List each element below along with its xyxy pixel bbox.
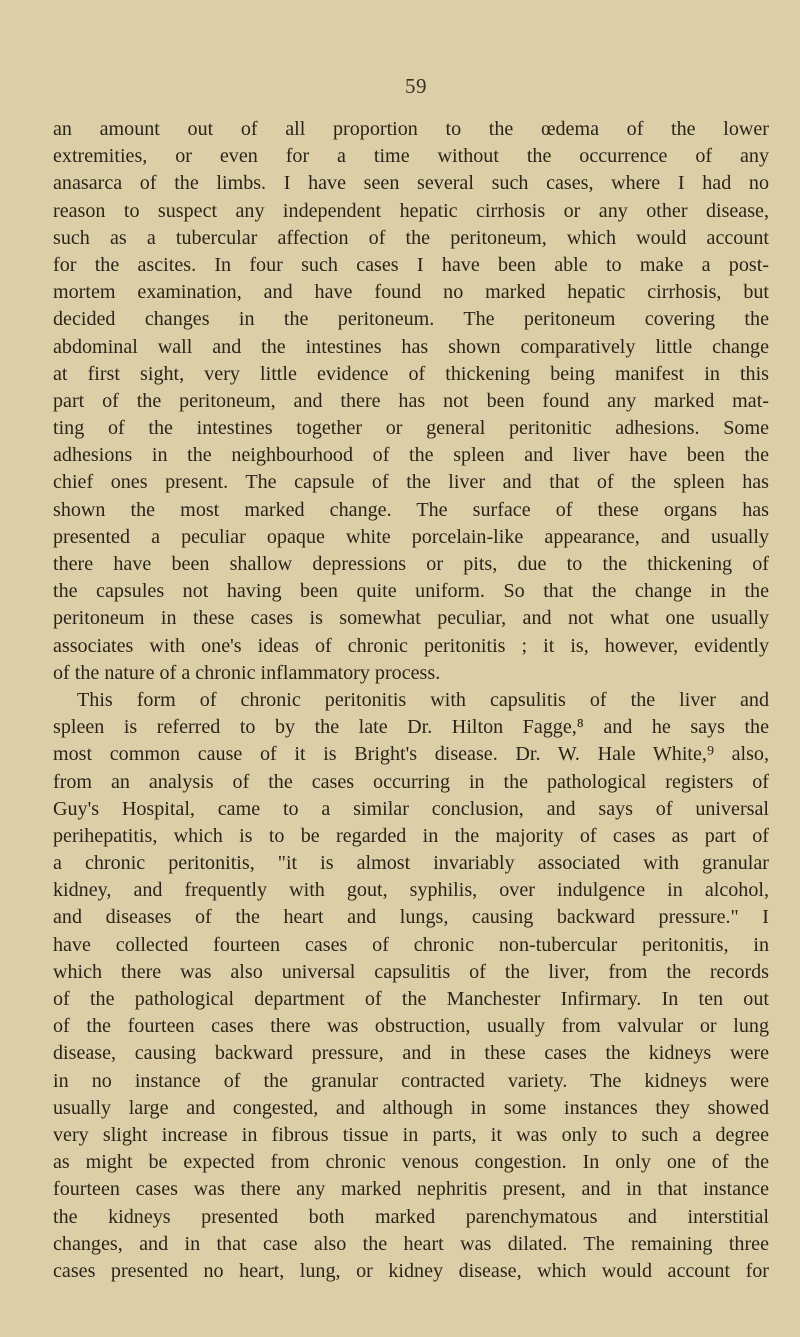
text-line: a chronic peritonitis, "it is almost invariably associated with granular xyxy=(53,852,769,875)
text-line: most common cause of it is Bright's disease. Dr. W. Hale White,⁹ also, xyxy=(53,743,769,766)
text-line: the capsules not having been quite uniform. So that the change in the xyxy=(53,580,769,603)
text-line: the kidneys presented both marked parenchymatous and interstitial xyxy=(53,1205,769,1228)
text-line: disease, causing backward pressure, and in these cases the kidneys were xyxy=(53,1042,769,1065)
text-line: reason to suspect any independent hepatic cirrhosis or any other disease, xyxy=(53,199,769,222)
text-line: and diseases of the heart and lungs, causing backward pressure." I xyxy=(53,906,769,929)
page-number: 59 xyxy=(405,74,427,98)
text-line: Guy's Hospital, came to a similar conclusion, and says of universal xyxy=(53,797,769,820)
text-line: changes, and in that case also the heart was dilated. The remaining three xyxy=(53,1232,769,1255)
text-line: cases presented no heart, lung, or kidney disease, which would account for xyxy=(53,1259,769,1282)
text-line: usually large and congested, and although in some instances they showed xyxy=(53,1096,769,1119)
text-line: kidney, and frequently with gout, syphilis, over indulgence in alcohol, xyxy=(53,879,769,902)
text-line: abdominal wall and the intestines has shown comparatively little change xyxy=(53,335,769,358)
paragraph-end-line: of the nature of a chronic inflammatory process. xyxy=(53,661,441,684)
paragraph-start-line: This form of chronic peritonitis with capsulitis of the liver and xyxy=(77,688,769,711)
text-line: fourteen cases was there any marked nephritis present, and in that instance xyxy=(53,1178,769,1201)
text-line: perihepatitis, which is to be regarded in the majority of cases as part of xyxy=(53,824,769,847)
text-line: at first sight, very little evidence of thickening being manifest in this xyxy=(53,362,769,385)
text-line: have collected fourteen cases of chronic non-tubercular peritonitis, in xyxy=(53,933,769,956)
text-line: an amount out of all proportion to the œdema of the lower xyxy=(53,118,769,140)
text-line: for the ascites. In four such cases I have been able to make a post- xyxy=(53,253,769,276)
text-line: decided changes in the peritoneum. The peritoneum covering the xyxy=(53,308,769,331)
text-line: such as a tubercular affection of the peritoneum, which would account xyxy=(53,226,769,249)
text-line: spleen is referred to by the late Dr. Hilton Fagge,⁸ and he says the xyxy=(53,716,769,739)
text-line: ting of the intestines together or general peritonitic adhesions. Some xyxy=(53,417,769,440)
text-line: presented a peculiar opaque white porcelain-like appearance, and usually xyxy=(53,525,769,548)
text-line: anasarca of the limbs. I have seen several such cases, where I had no xyxy=(53,172,769,195)
text-line: of the fourteen cases there was obstruction, usually from valvular or lung xyxy=(53,1015,769,1038)
text-line: chief ones present. The capsule of the liver and that of the spleen has xyxy=(53,471,769,494)
text-line: shown the most marked change. The surface of these organs has xyxy=(53,498,769,521)
text-line: very slight increase in fibrous tissue in parts, it was only to such a degree xyxy=(53,1123,769,1146)
text-line: in no instance of the granular contracted variety. The kidneys were xyxy=(53,1069,769,1092)
text-line: part of the peritoneum, and there has not been found any marked mat- xyxy=(53,389,769,412)
text-line: of the pathological department of the Manchester Infirmary. In ten out xyxy=(53,988,769,1010)
body-text xyxy=(53,116,769,1285)
text-line: adhesions in the neighbourhood of the spleen and liver have been the xyxy=(53,444,769,467)
text-line: associates with one's ideas of chronic peritonitis ; it is, however, evidently xyxy=(53,634,769,657)
text-line: there have been shallow depressions or pits, due to the thickening of xyxy=(53,553,769,575)
text-line: mortem examination, and have found no marked hepatic cirrhosis, but xyxy=(53,281,769,304)
text-line: extremities, or even for a time without the occurrence of any xyxy=(53,145,769,168)
text-line: which there was also universal capsulitis of the liver, from the records xyxy=(53,960,769,983)
text-line: from an analysis of the cases occurring in the pathological registers of xyxy=(53,770,769,793)
text-line: peritoneum in these cases is somewhat peculiar, and not what one usually xyxy=(53,607,769,630)
text-line: as might be expected from chronic venous congestion. In only one of the xyxy=(53,1151,769,1174)
